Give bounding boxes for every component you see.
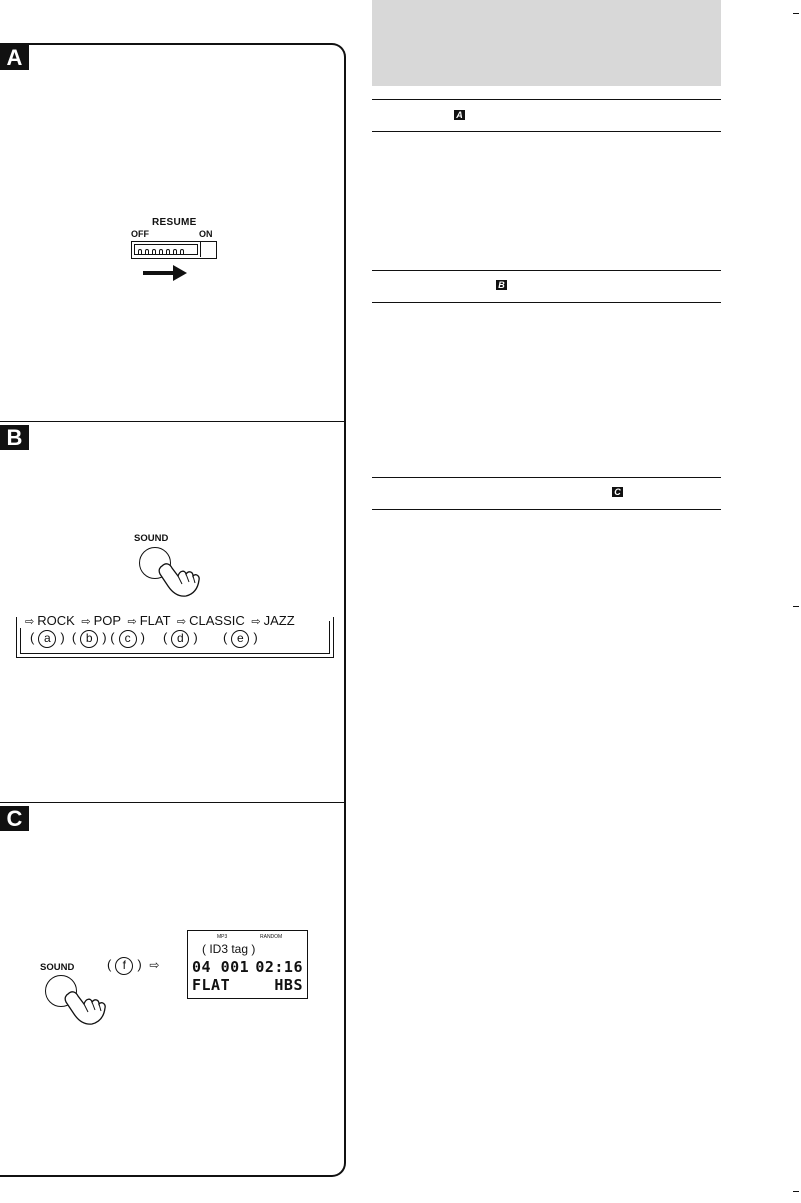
section-divider-bc xyxy=(0,802,346,803)
sound-mode-sequence xyxy=(20,613,297,628)
rule-c-bottom xyxy=(372,509,721,510)
margin-tick xyxy=(793,13,799,14)
lcd-time: 02:16 xyxy=(255,958,303,976)
resume-on-label: ON xyxy=(199,229,213,239)
sound-button-label: SOUND xyxy=(134,533,169,544)
ref-a-icon: A xyxy=(454,110,465,120)
rule-c-top xyxy=(372,477,721,478)
mode-pop: POP xyxy=(93,613,121,628)
lcd-random-indicator: RANDOM xyxy=(260,934,283,940)
rule-a-bottom xyxy=(372,131,721,132)
section-c-label: C xyxy=(0,806,29,831)
lcd-sound-mode: FLAT xyxy=(192,976,231,994)
mode-letter-a: a xyxy=(38,630,56,648)
mode-letter-row: ( a ) ( b ) ( c ) ( d ) ( e ) xyxy=(30,630,258,648)
mode-letter-c: c xyxy=(119,630,137,648)
cycle-arrow-icon: ⇨ xyxy=(81,616,91,628)
mode-letter-f: f xyxy=(115,957,133,975)
lcd-bass: HBS xyxy=(274,976,303,994)
lcd-id3-tag: ( ID3 tag ) xyxy=(202,942,256,956)
lcd-track: 04 xyxy=(192,958,212,976)
cycle-arrow-icon: ⇨ xyxy=(251,616,261,628)
resume-switch[interactable] xyxy=(131,241,217,259)
cycle-arrow-icon: ⇨ xyxy=(25,616,35,628)
rule-a-top xyxy=(372,99,721,100)
margin-tick xyxy=(793,606,799,607)
ref-b-icon: B xyxy=(496,280,507,290)
mode-rock: ROCK xyxy=(37,613,75,628)
mode-classic: CLASSIC xyxy=(189,613,245,628)
resume-switch-slider[interactable] xyxy=(134,244,198,255)
cycle-arrow-icon: ⇨ xyxy=(176,616,187,628)
section-b-label: B xyxy=(0,425,29,450)
resume-off-label: OFF xyxy=(131,229,149,239)
right-arrow-icon xyxy=(143,271,175,275)
right-arrowhead-icon xyxy=(173,265,187,281)
lcd-number: 001 xyxy=(220,958,250,976)
ref-c-icon: C xyxy=(612,487,623,497)
mode-jazz: JAZZ xyxy=(263,613,295,628)
sound-button-label: SOUND xyxy=(40,962,75,973)
rule-b-bottom xyxy=(372,302,721,303)
mode-letter-b: b xyxy=(80,630,98,648)
cycle-arrow-icon: ⇨ xyxy=(127,616,137,628)
pressing-hand-icon xyxy=(64,986,108,1026)
header-block xyxy=(372,0,721,86)
sequence-arrow-icon: ⇨ xyxy=(149,958,160,972)
lcd-mp3-indicator: MP3 xyxy=(217,934,228,940)
display-mode-sequence: ( f ) ⇨ xyxy=(107,957,159,975)
margin-tick xyxy=(793,1191,799,1192)
figure-panel xyxy=(0,43,346,1177)
section-a-label: A xyxy=(0,45,29,70)
rule-b-top xyxy=(372,270,721,271)
section-divider-ab xyxy=(0,421,346,422)
mode-letter-e: e xyxy=(231,630,249,648)
pressing-hand-icon xyxy=(158,558,202,598)
resume-title: RESUME xyxy=(152,217,197,228)
mode-flat: FLAT xyxy=(139,613,171,628)
lcd-display xyxy=(187,930,308,999)
mode-letter-d: d xyxy=(171,630,189,648)
